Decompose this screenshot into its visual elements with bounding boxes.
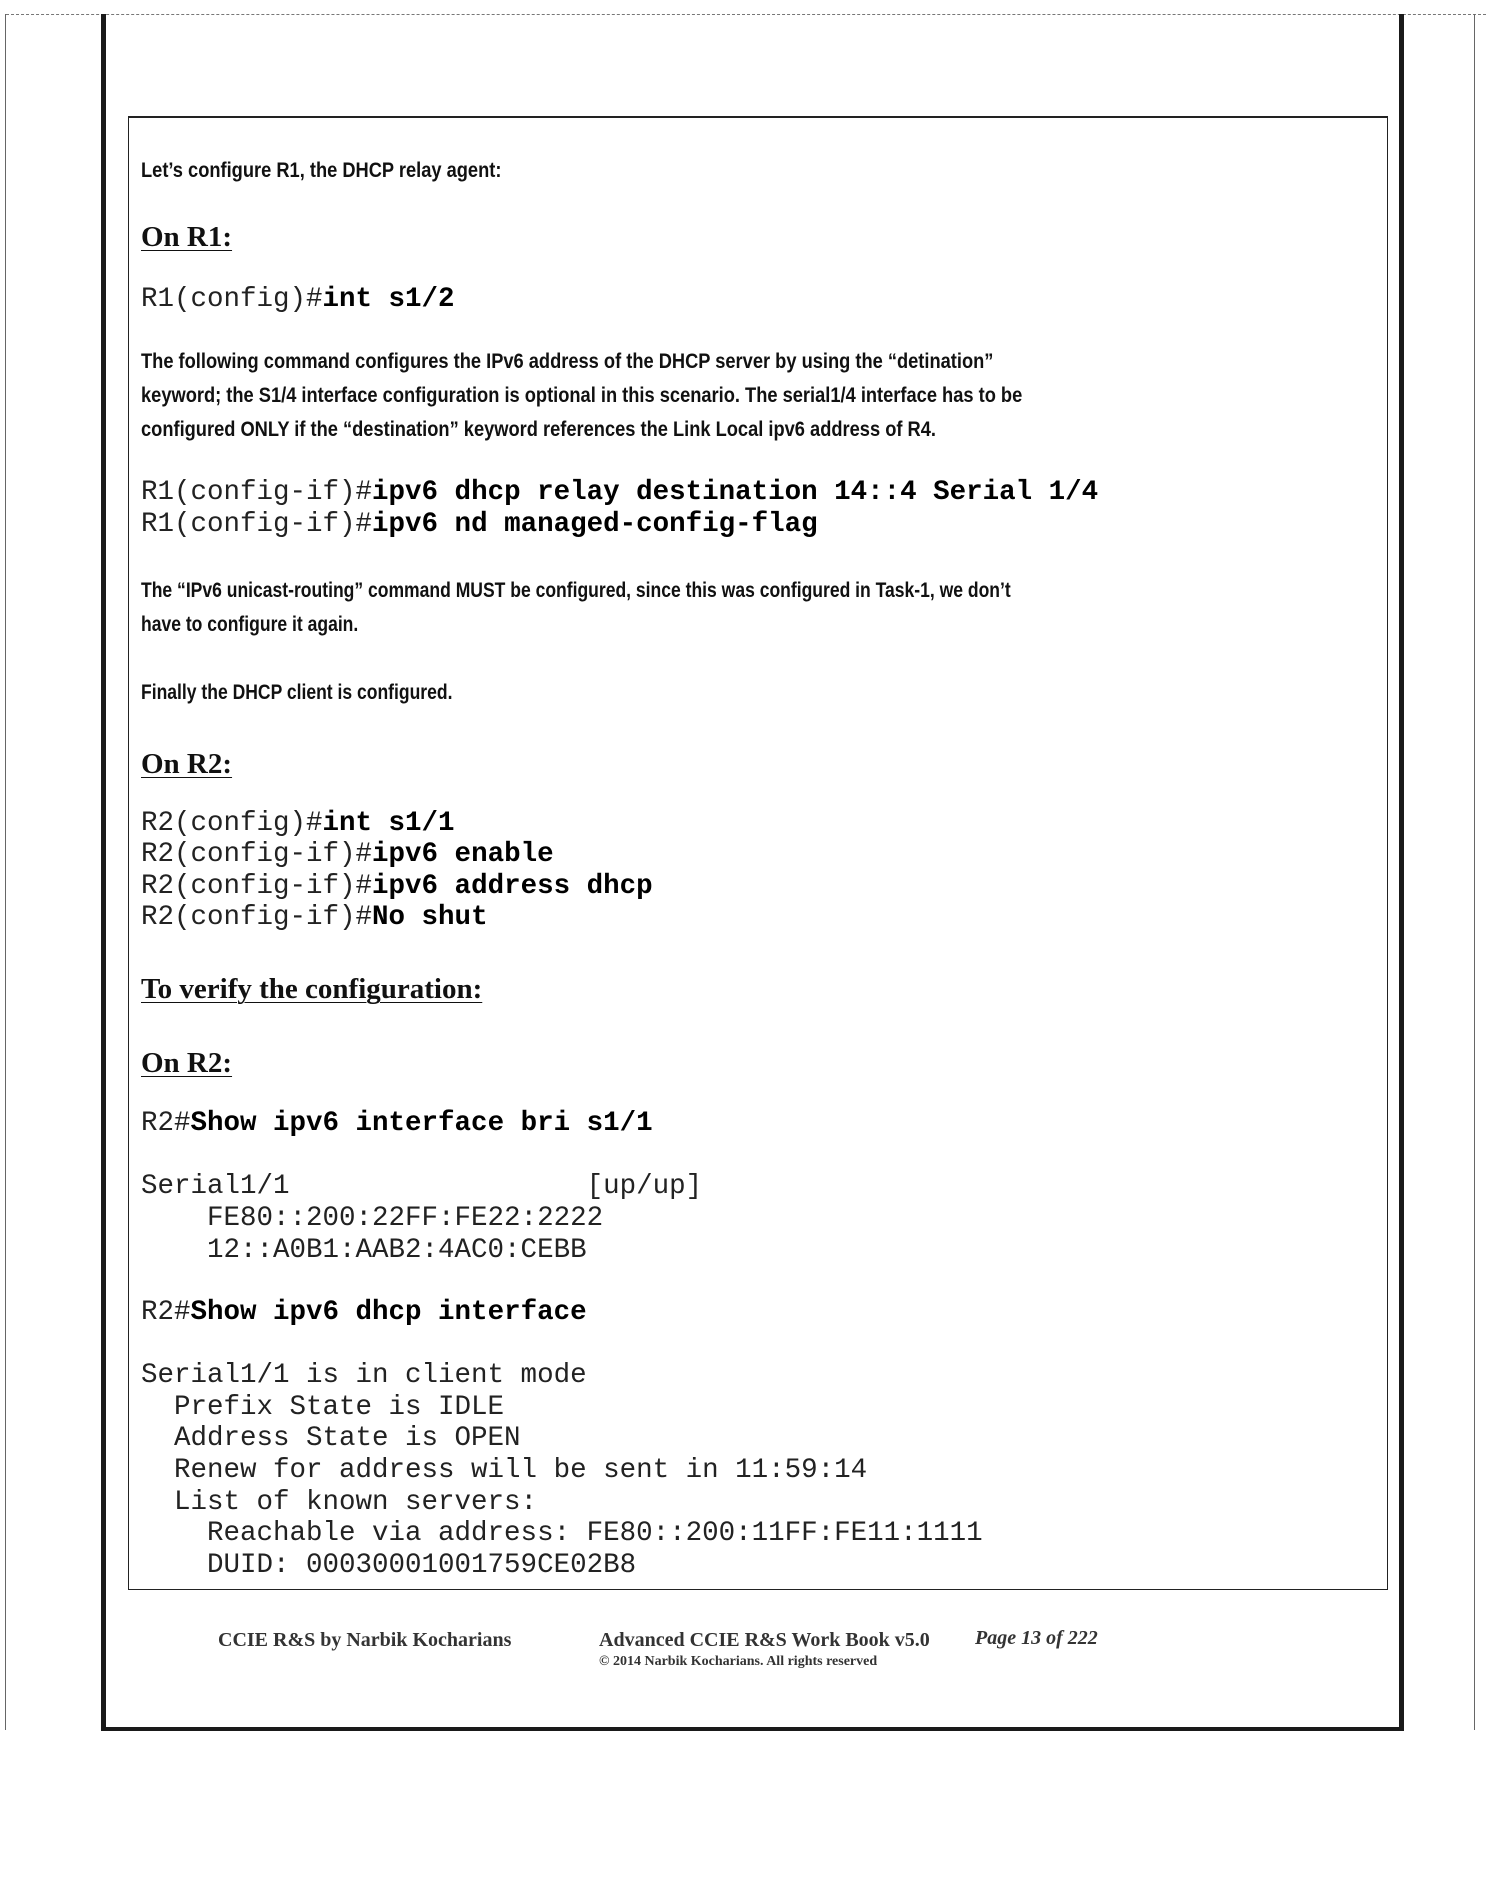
r2-cmd-address — [141, 873, 653, 901]
show2-output-line: Serial1/1 is in client mode — [141, 1360, 587, 1391]
show2-output-line: DUID: 00030001001759CE02B8 — [141, 1550, 637, 1581]
heading-verify: To verify the configuration: — [141, 973, 483, 1005]
para1-line3: configured ONLY if the “destination” keyword references the Link Local ipv6 address of R4. — [141, 418, 936, 441]
scan-right-edge — [1474, 14, 1475, 1730]
scan-left-edge — [5, 14, 6, 1730]
r1-cmd-int — [141, 286, 455, 314]
cli-prompt: R1(config)# — [141, 284, 323, 315]
show2-output-line: Prefix State is IDLE — [141, 1392, 505, 1423]
frame-right-border — [1399, 14, 1404, 1731]
footer-book-title: Advanced CCIE R&S Work Book v5.0 — [599, 1629, 930, 1651]
cli-command: ipv6 address dhcp — [372, 871, 653, 902]
r2-cmd-enable — [141, 841, 554, 869]
cli-command: ipv6 enable — [372, 839, 554, 870]
show-dhcp-int-cmd — [141, 1299, 587, 1327]
cli-prompt: R1(config-if)# — [141, 477, 373, 508]
r2-cmd-int — [141, 810, 455, 838]
show2-output-line: Renew for address will be sent in 11:59:14 — [141, 1455, 868, 1486]
cli-command: No shut — [372, 902, 488, 933]
show1-output-line: 12::A0B1:AAB2:4AC0:CEBB — [141, 1235, 587, 1266]
cli-prompt: R2(config-if)# — [141, 839, 373, 870]
show-int-bri-cmd — [141, 1110, 653, 1138]
cli-prompt: R2# — [141, 1108, 191, 1139]
cli-prompt: R2# — [141, 1297, 191, 1328]
heading-on-r2: On R2: — [141, 748, 233, 780]
footer-author: CCIE R&S by Narbik Kocharians — [218, 1629, 512, 1651]
cli-command: ipv6 nd managed-config-flag — [372, 509, 818, 540]
footer-copyright: © 2014 Narbik Kocharians. All rights reserved — [599, 1654, 878, 1669]
cli-command: int s1/2 — [322, 284, 455, 315]
r2-cmd-noshut — [141, 904, 488, 932]
intro-text: Let’s configure R1, the DHCP relay agent: — [141, 159, 502, 182]
cli-prompt: R2(config-if)# — [141, 902, 373, 933]
cli-command: int s1/1 — [322, 808, 455, 839]
r1-cmd-relay — [141, 479, 1098, 507]
show2-output-line: Reachable via address: FE80::200:11FF:FE11:1111 — [141, 1518, 983, 1549]
show2-output-line: Address State is OPEN — [141, 1423, 521, 1454]
heading-on-r2-verify: On R2: — [141, 1047, 233, 1079]
cli-command: ipv6 dhcp relay destination 14::4 Serial 1/4 — [372, 477, 1099, 508]
para2-line1: The “IPv6 unicast-routing” command MUST be configured, since this was configured in Task-1, we don’t — [141, 579, 1011, 602]
para1-line2: keyword; the S1/4 interface configuration is optional in this scenario. The serial1/4 interface has to be — [141, 384, 1023, 407]
para1-line1: The following command configures the IPv6 address of the DHCP server by using the “detination” — [141, 350, 994, 373]
cli-prompt: R1(config-if)# — [141, 509, 373, 540]
frame-bottom-border — [101, 1727, 1404, 1731]
scan-top-edge — [6, 14, 1486, 15]
para3-text: Finally the DHCP client is configured. — [141, 681, 453, 704]
show1-output-line: Serial1/1 [up/up] — [141, 1171, 703, 1202]
footer-page-number: Page 13 of 222 — [975, 1627, 1098, 1649]
heading-on-r1: On R1: — [141, 221, 233, 253]
cli-prompt: R2(config)# — [141, 808, 323, 839]
cli-command: Show ipv6 dhcp interface — [190, 1297, 587, 1328]
cli-command: Show ipv6 interface bri s1/1 — [190, 1108, 653, 1139]
para2-line2: have to configure it again. — [141, 613, 359, 636]
r1-cmd-nd — [141, 511, 818, 539]
cli-prompt: R2(config-if)# — [141, 871, 373, 902]
frame-left-border — [101, 14, 106, 1730]
show2-output-line: List of known servers: — [141, 1487, 538, 1518]
show1-output-line: FE80::200:22FF:FE22:2222 — [141, 1203, 604, 1234]
